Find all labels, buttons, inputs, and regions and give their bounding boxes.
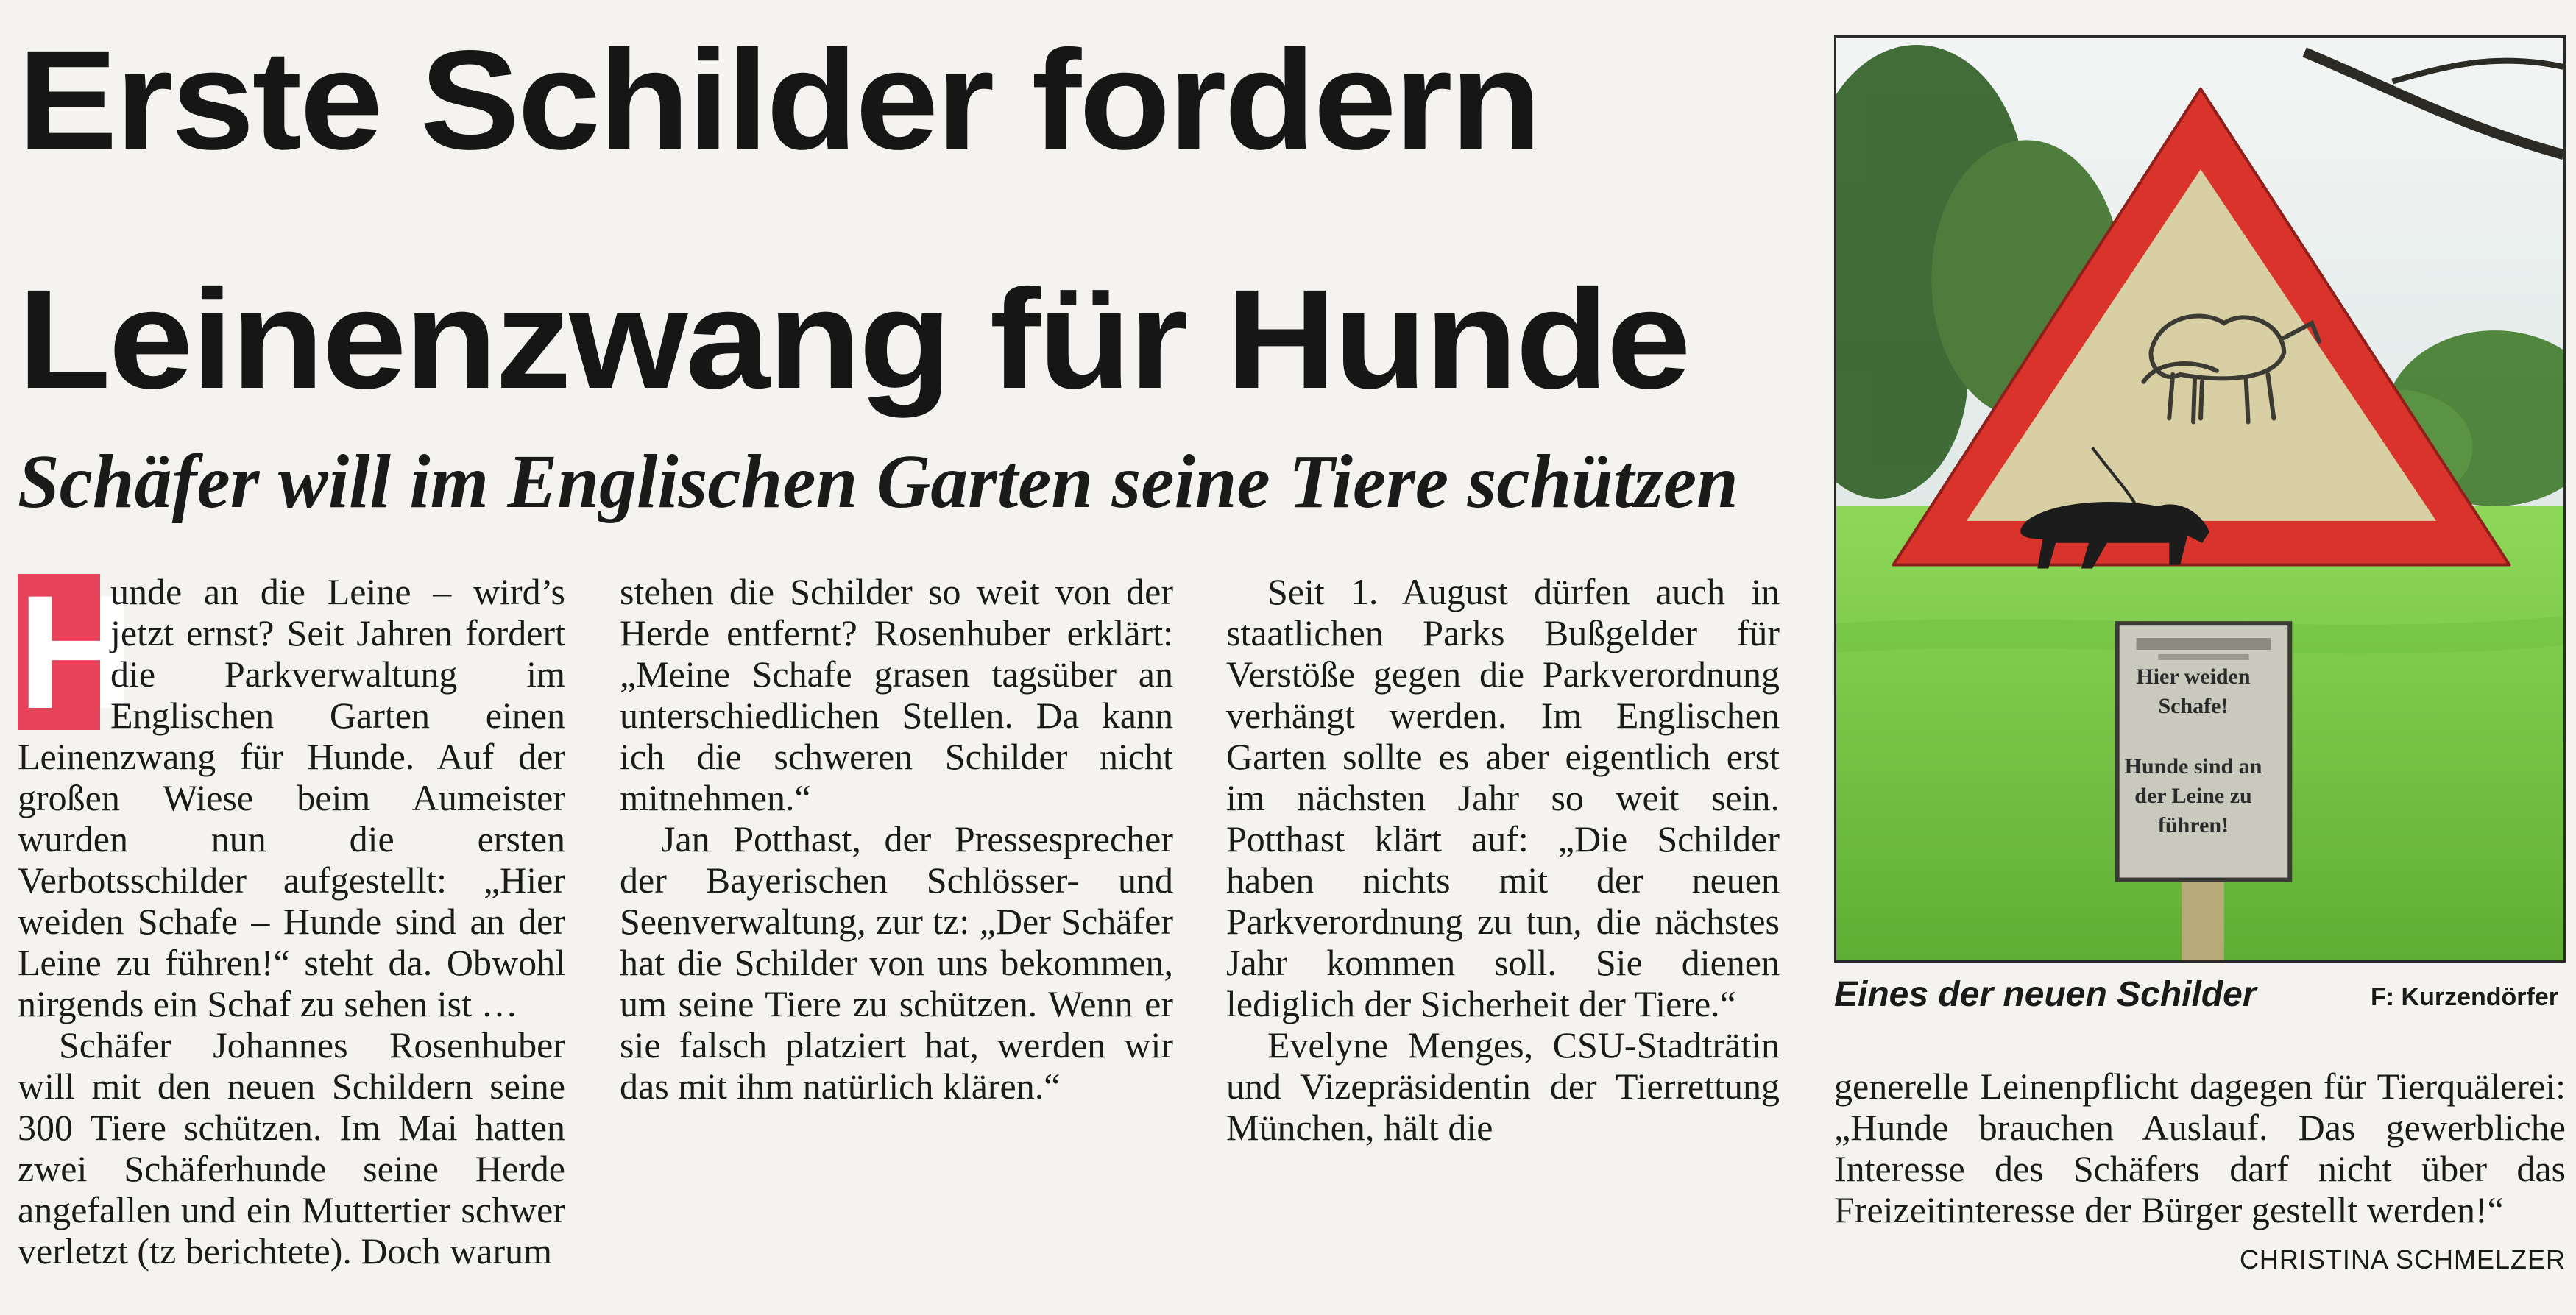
- sign-text-leash: Hunde sind an der Leine zu führen!: [2124, 754, 2262, 837]
- continuation-text: generelle Leinenpflicht dagegen für Tierquälerei: „Hunde brauchen Auslauf. Das gewerbliche Interesse des Schäfers darf nicht über das Freizeitinteresse der Bürger gestellt werden!“: [1834, 1066, 2566, 1230]
- article-paragraph-continued: stehen die Schilder so weit von der Herde entfernt? Rosenhuber erklärt: „Meine Schafe grasen tagsüber an unterschiedlichen Stellen. Da kann ich die schweren Schilder nicht mitnehmen.“: [620, 571, 1173, 818]
- article-column-2: [620, 571, 1173, 1292]
- article-continuation: [1834, 1066, 2566, 1275]
- sign-post: [2182, 880, 2224, 960]
- article-paragraph-2: Schäfer Johannes Rosenhuber will mit den neuen Schildern seine 300 Tiere schützen. Im Mai hatten zwei Schäferhunde seine Herde angefallen und ein Muttertier schwer verletzt (tz berichtete). Doch warum: [18, 1024, 565, 1272]
- article-paragraph-5: Evelyne Menges, CSU-Stadträtin und Vizepräsidentin der Tierrettung München, hält die: [1226, 1024, 1780, 1148]
- headline-line-2: Leinenzwang für Hunde: [18, 260, 1689, 418]
- subheadline: Schäfer will im Englischen Garten seine Tiere schützen: [18, 439, 1738, 524]
- article-paragraph-4: Seit 1. August dürfen auch in staatlichen Parks Bußgelder für Verstöße gegen die Parkverordnung verhängt werden. Im Englischen Garten sollte es aber eigentlich erst im nächsten Jahr so weit sein. Potthast klärt auf: „Die Schilder haben nichts mit der neuen Parkverordnung zu tun, die nächstes Jahr kommen soll. Sie dienen lediglich der Sicherheit der Tiere.“: [1226, 571, 1780, 1024]
- article-column-3: [1226, 571, 1780, 1292]
- drop-cap: H: [18, 561, 135, 742]
- photo-credit: F: Kurzendörfer: [2371, 983, 2558, 1011]
- headline-line-1: Erste Schilder fordern: [18, 21, 1540, 179]
- article-column-4: [1834, 1066, 2566, 1301]
- article-paragraph-3: Jan Potthast, der Pressesprecher der Bayerischen Schlösser- und Seenverwaltung, zur tz: „Der Schäfer hat die Schilder von uns bekommen, um seine Tiere zu schützen. Wenn er sie falsch platziert hat, werden wir das mit ihm natürlich klären.“: [620, 818, 1173, 1107]
- article-paragraph-1: unde an die Leine – wird’s jetzt ernst? Seit Jahren fordert die Parkverwaltung im Englischen Garten einen Leinenzwang für Hunde. Auf der großen Wiese beim Aumeister wurden nun die ersten Verbotsschilder aufgestellt: „Hier weiden Schafe – Hunde sind an der Leine zu führen!“ steht da. Obwohl nirgends ein Schaf zu sehen ist …: [18, 571, 565, 1024]
- photo-caption: Eines der neuen Schilder: [1834, 975, 2257, 1014]
- article-column-1: [18, 561, 565, 1292]
- sign-text-sheep: Hier weiden Schafe!: [2136, 664, 2251, 718]
- author-byline: CHRISTINA SCHMELZER: [2239, 1244, 2566, 1275]
